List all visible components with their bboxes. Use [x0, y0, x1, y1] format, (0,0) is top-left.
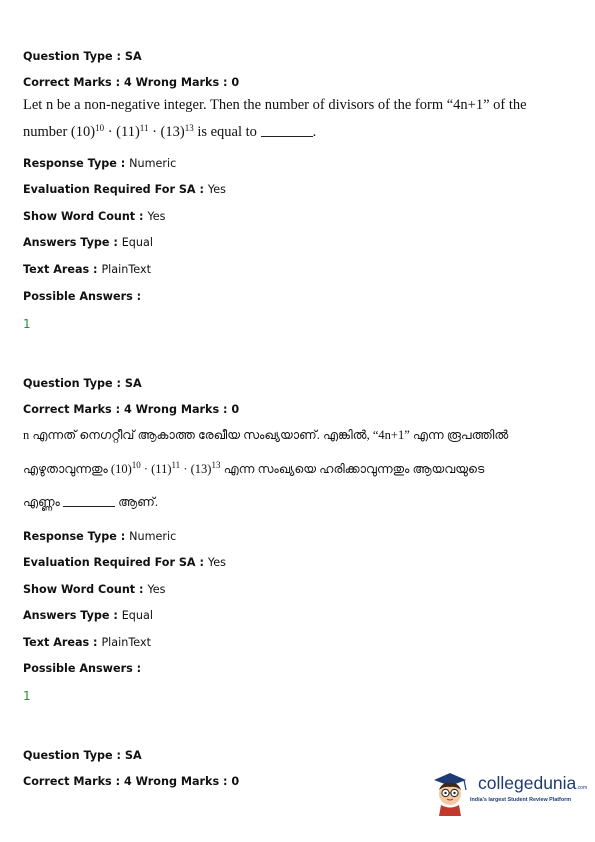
q1-evaluation: Evaluation Required For SA : Yes	[23, 183, 226, 196]
mascot-icon	[430, 770, 470, 816]
q2-word-count: Show Word Count : Yes	[23, 583, 166, 596]
q2-evaluation: Evaluation Required For SA : Yes	[23, 556, 226, 569]
logo-wordmark: collegedunia.com	[478, 773, 588, 793]
q2-possible-answers-label: Possible Answers :	[23, 662, 142, 675]
question-type-value: SA	[124, 50, 142, 63]
q1-text-line2: number $(10)^{10} \cdot (11)^{11} \cdot (13)^{13}$ is equal to .	[23, 123, 317, 140]
q1-answer-value: 1	[23, 317, 31, 331]
q2-text-line1: n എന്നത് നെഗറ്റീവ് ആകാത്ത രേഖീയ സംഖ്യയാണ്. എങ്കിൽ, “4n+1” എന്ന രൂപത്തിൽ	[23, 428, 509, 442]
q2-answers-type: Answers Type : Equal	[23, 609, 153, 622]
q2-text-line3: എണ്ണം ആണ്.	[23, 495, 158, 509]
answer-blank	[261, 125, 313, 137]
q1-text-areas: Text Areas : PlainText	[23, 263, 151, 276]
q2-text-line2: എഴുതാവുന്നതും $(10)^{10} \cdot (11)^{11} \cdot (13)^{13}$ എന്ന സംഖ്യയെ ഹരിക്കാവുന്നതും ആയവയുടെ	[23, 460, 485, 476]
question-type-label: Question Type :	[23, 50, 125, 63]
collegedunia-logo	[430, 770, 590, 820]
q1-possible-answers-label: Possible Answers :	[23, 290, 142, 303]
q2-text-areas: Text Areas : PlainText	[23, 636, 151, 649]
q1-type-row	[23, 50, 142, 63]
q1-word-count: Show Word Count : Yes	[23, 210, 166, 223]
q2-type-row: Question Type : SA	[23, 377, 142, 390]
q2-answer-value: 1	[23, 689, 31, 703]
q1-response-type: Response Type : Numeric	[23, 157, 177, 170]
answer-blank	[63, 495, 115, 507]
q2-response-type: Response Type : Numeric	[23, 530, 177, 543]
q1-answers-type: Answers Type : Equal	[23, 236, 153, 249]
q1-text-line1: Let n be a non-negative integer. Then the number of divisors of the form “4n+1” of the	[23, 97, 527, 113]
logo-tagline: India's largest Student Review Platform	[470, 797, 572, 803]
q2-marks: Correct Marks : 4 Wrong Marks : 0	[23, 403, 240, 416]
q3-type-row: Question Type : SA	[23, 749, 142, 762]
q3-marks: Correct Marks : 4 Wrong Marks : 0	[23, 775, 240, 788]
q1-marks: Correct Marks : 4 Wrong Marks : 0	[23, 76, 240, 89]
